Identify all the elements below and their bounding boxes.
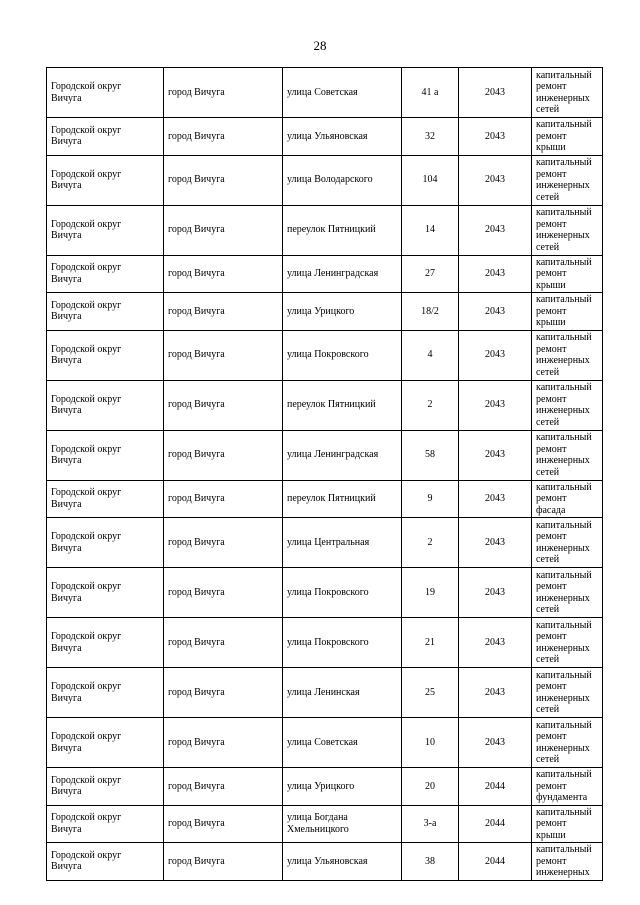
- cell-house-number: [402, 843, 459, 881]
- cell-year: [459, 155, 532, 205]
- cell-street: [283, 380, 402, 430]
- cell-okrug-text: Городской округ Вичуга: [51, 581, 122, 604]
- cell-work-type: [532, 255, 603, 293]
- cell-year: [459, 380, 532, 430]
- cell-work-type: [532, 380, 603, 430]
- cell-street: [283, 480, 402, 518]
- cell-city: [164, 68, 283, 118]
- cell-house-number: [402, 518, 459, 568]
- cell-house-number-text: 2: [427, 399, 433, 411]
- cell-okrug-text: Городской округ Вичуга: [51, 774, 122, 798]
- cell-work-type: [532, 430, 603, 480]
- cell-year: [459, 330, 532, 380]
- cell-street-text: улица Покровского: [287, 636, 369, 648]
- cell-okrug-text: Городской округ Вичуга: [51, 681, 122, 704]
- cell-work-type: [532, 480, 603, 518]
- table-row: [47, 255, 603, 293]
- cell-okrug: [47, 568, 164, 618]
- cell-house-number: [402, 430, 459, 480]
- cell-house-number: [402, 380, 459, 430]
- cell-okrug: [47, 68, 164, 118]
- cell-work-type-text: капитальный ремонт инженерных сетей: [536, 157, 592, 203]
- cell-city: [164, 205, 283, 255]
- cell-okrug: [47, 205, 164, 255]
- cell-street-text: улица Урицкого: [287, 305, 355, 317]
- cell-house-number: [402, 205, 459, 255]
- cell-house-number: [402, 155, 459, 205]
- cell-work-type: [532, 805, 603, 843]
- cell-street: [283, 668, 402, 718]
- cell-street-text: улица Советская: [287, 86, 358, 98]
- cell-city-text: город Вичуга: [168, 449, 225, 461]
- cell-okrug-text: Городской округ Вичуга: [51, 218, 122, 241]
- table-row: [47, 518, 603, 568]
- cell-house-number-text: 4: [427, 349, 433, 361]
- cell-work-type-text: капитальный ремонт инженерных: [536, 844, 592, 878]
- cell-work-type: [532, 330, 603, 380]
- cell-house-number: [402, 618, 459, 668]
- cell-city: [164, 480, 283, 518]
- cell-work-type: [532, 518, 603, 568]
- cell-work-type: [532, 668, 603, 718]
- cell-work-type-text: капитальный ремонт инженерных сетей: [536, 669, 592, 715]
- cell-city-text: город Вичуга: [168, 493, 225, 504]
- cell-work-type: [532, 205, 603, 255]
- cell-street: [283, 805, 402, 843]
- cell-year-text: 2043: [485, 399, 505, 411]
- cell-house-number: [402, 480, 459, 518]
- cell-city: [164, 618, 283, 668]
- cell-work-type: [532, 568, 603, 618]
- cell-city-text: город Вичуга: [168, 780, 225, 792]
- cell-city: [164, 668, 283, 718]
- cell-city-text: город Вичуга: [168, 536, 225, 548]
- cell-work-type: [532, 293, 603, 331]
- cell-okrug-text: Городской округ Вичуга: [51, 343, 122, 366]
- cell-okrug: [47, 430, 164, 480]
- cell-house-number-text: 2: [427, 536, 433, 548]
- cell-year: [459, 805, 532, 843]
- cell-year: [459, 480, 532, 518]
- cell-work-type-text: капитальный ремонт инженерных сетей: [536, 207, 592, 253]
- cell-okrug: [47, 380, 164, 430]
- cell-street: [283, 768, 402, 806]
- cell-year-text: 2044: [485, 818, 505, 829]
- cell-house-number-text: 32: [425, 130, 435, 142]
- cell-okrug: [47, 718, 164, 768]
- table-row: [47, 430, 603, 480]
- cell-city: [164, 255, 283, 293]
- table-row: [47, 568, 603, 618]
- cell-work-type-text: капитальный ремонт инженерных сетей: [536, 719, 592, 765]
- table-row: [47, 668, 603, 718]
- cell-work-type-text: капитальный ремонт крыши: [536, 256, 592, 291]
- cell-house-number: [402, 68, 459, 118]
- cell-street-text: переулок Пятницкий: [287, 224, 376, 236]
- table-row: [47, 68, 603, 118]
- cell-city-text: город Вичуга: [168, 349, 225, 361]
- cell-house-number-text: 20: [425, 780, 435, 792]
- cell-city-text: город Вичуга: [168, 305, 225, 317]
- repair-schedule-table: [46, 67, 603, 881]
- cell-house-number-text: 9: [427, 493, 433, 504]
- cell-street-text: улица Урицкого: [287, 780, 355, 792]
- cell-year: [459, 205, 532, 255]
- cell-city: [164, 293, 283, 331]
- table-row: [47, 293, 603, 331]
- cell-okrug: [47, 330, 164, 380]
- cell-street-text: улица Ленинградская: [287, 449, 379, 461]
- cell-street-text: улица Ленинская: [287, 686, 360, 698]
- cell-year-text: 2043: [485, 586, 505, 598]
- cell-city: [164, 805, 283, 843]
- cell-house-number: [402, 568, 459, 618]
- cell-year: [459, 430, 532, 480]
- cell-year: [459, 618, 532, 668]
- cell-city-text: город Вичуга: [168, 268, 225, 279]
- cell-okrug-text: Городской округ Вичуга: [51, 731, 122, 754]
- cell-work-type-text: капитальный ремонт инженерных сетей: [536, 432, 592, 478]
- cell-okrug: [47, 768, 164, 806]
- cell-house-number: [402, 805, 459, 843]
- cell-work-type-text: капитальный ремонт крыши: [536, 294, 592, 328]
- cell-house-number-text: 3-а: [423, 818, 437, 829]
- cell-year: [459, 518, 532, 568]
- cell-city-text: город Вичуга: [168, 224, 225, 236]
- cell-street-text: переулок Пятницкий: [287, 493, 376, 504]
- cell-work-type-text: капитальный ремонт инженерных сетей: [536, 332, 592, 378]
- cell-okrug-text: Городской округ Вичуга: [51, 124, 122, 148]
- cell-work-type: [532, 118, 603, 156]
- cell-city: [164, 843, 283, 881]
- cell-work-type: [532, 718, 603, 768]
- table-row: [47, 768, 603, 806]
- cell-house-number: [402, 118, 459, 156]
- cell-city-text: город Вичуга: [168, 174, 225, 186]
- cell-street: [283, 430, 402, 480]
- cell-city: [164, 430, 283, 480]
- table-row: [47, 380, 603, 430]
- cell-work-type-text: капитальный ремонт инженерных сетей: [536, 569, 592, 615]
- cell-work-type-text: капитальный ремонт инженерных сетей: [536, 69, 592, 115]
- cell-house-number-text: 41 а: [421, 86, 439, 98]
- cell-year-text: 2043: [485, 686, 505, 698]
- cell-city: [164, 768, 283, 806]
- cell-work-type-text: капитальный ремонт фундамента: [536, 769, 592, 803]
- cell-street: [283, 618, 402, 668]
- cell-year-text: 2043: [485, 349, 505, 361]
- cell-work-type: [532, 155, 603, 205]
- cell-street: [283, 293, 402, 331]
- cell-okrug-text: Городской округ Вичуга: [51, 849, 122, 873]
- cell-okrug: [47, 293, 164, 331]
- cell-house-number-text: 18/2: [421, 305, 439, 317]
- cell-city-text: город Вичуга: [168, 686, 225, 698]
- cell-okrug-text: Городской округ Вичуга: [51, 487, 122, 510]
- cell-okrug-text: Городской округ Вичуга: [51, 168, 122, 191]
- cell-year-text: 2043: [485, 268, 505, 279]
- cell-street: [283, 155, 402, 205]
- cell-street: [283, 255, 402, 293]
- cell-street-text: улица Ленинградская: [287, 268, 379, 279]
- cell-city-text: город Вичуга: [168, 636, 225, 648]
- cell-okrug-text: Городской округ Вичуга: [51, 299, 122, 323]
- cell-year: [459, 255, 532, 293]
- table-row: [47, 330, 603, 380]
- cell-year: [459, 568, 532, 618]
- cell-year-text: 2043: [485, 130, 505, 142]
- cell-house-number-text: 21: [425, 636, 435, 648]
- cell-year-text: 2043: [485, 736, 505, 748]
- cell-okrug: [47, 843, 164, 881]
- cell-work-type: [532, 618, 603, 668]
- cell-city-text: город Вичуга: [168, 736, 225, 748]
- cell-street: [283, 718, 402, 768]
- cell-year-text: 2043: [485, 536, 505, 548]
- cell-okrug: [47, 155, 164, 205]
- table-row: [47, 480, 603, 518]
- cell-okrug-text: Городской округ Вичуга: [51, 81, 122, 104]
- table-row: [47, 843, 603, 881]
- cell-city-text: город Вичуга: [168, 86, 225, 98]
- cell-okrug: [47, 480, 164, 518]
- cell-city: [164, 380, 283, 430]
- cell-city-text: город Вичуга: [168, 586, 225, 598]
- cell-okrug: [47, 618, 164, 668]
- cell-city-text: город Вичуга: [168, 399, 225, 411]
- cell-year: [459, 668, 532, 718]
- cell-okrug: [47, 255, 164, 293]
- cell-house-number-text: 38: [425, 855, 435, 867]
- cell-street-text: переулок Пятницкий: [287, 399, 376, 411]
- cell-city: [164, 568, 283, 618]
- cell-city: [164, 518, 283, 568]
- cell-house-number-text: 58: [425, 449, 435, 461]
- cell-okrug-text: Городской округ Вичуга: [51, 443, 122, 466]
- cell-house-number-text: 104: [422, 174, 438, 186]
- cell-street-text: улица Покровского: [287, 586, 369, 598]
- cell-street: [283, 118, 402, 156]
- table-row: [47, 155, 603, 205]
- cell-okrug-text: Городской округ Вичуга: [51, 393, 122, 416]
- cell-year-text: 2043: [485, 224, 505, 236]
- cell-work-type-text: капитальный ремонт крыши: [536, 119, 592, 153]
- cell-work-type-text: капитальный ремонт крыши: [536, 806, 592, 841]
- cell-year: [459, 718, 532, 768]
- cell-year-text: 2044: [485, 855, 505, 867]
- cell-work-type-text: капитальный ремонт инженерных сетей: [536, 382, 592, 428]
- cell-year: [459, 768, 532, 806]
- cell-city-text: город Вичуга: [168, 855, 225, 867]
- cell-okrug-text: Городской округ Вичуга: [51, 631, 122, 654]
- cell-work-type: [532, 843, 603, 881]
- cell-work-type-text: капитальный ремонт инженерных сетей: [536, 619, 592, 665]
- cell-street: [283, 518, 402, 568]
- cell-street-text: улица Покровского: [287, 349, 369, 361]
- cell-street-text: улица Ульяновская: [287, 855, 368, 867]
- cell-year-text: 2043: [485, 305, 505, 317]
- cell-okrug: [47, 518, 164, 568]
- cell-street: [283, 843, 402, 881]
- cell-year-text: 2043: [485, 636, 505, 648]
- cell-house-number-text: 19: [425, 586, 435, 598]
- table-row: [47, 205, 603, 255]
- cell-house-number: [402, 768, 459, 806]
- cell-city: [164, 718, 283, 768]
- cell-house-number-text: 27: [425, 268, 435, 279]
- cell-year: [459, 68, 532, 118]
- cell-okrug: [47, 118, 164, 156]
- cell-work-type: [532, 68, 603, 118]
- cell-okrug-text: Городской округ Вичуга: [51, 531, 122, 554]
- cell-street: [283, 205, 402, 255]
- cell-okrug-text: Городской округ Вичуга: [51, 262, 122, 285]
- cell-year: [459, 843, 532, 881]
- cell-street-text: улица Володарского: [287, 174, 373, 186]
- cell-year: [459, 293, 532, 331]
- cell-street: [283, 330, 402, 380]
- cell-work-type-text: капитальный ремонт фасада: [536, 481, 592, 516]
- table-row: [47, 618, 603, 668]
- cell-house-number: [402, 668, 459, 718]
- cell-okrug: [47, 668, 164, 718]
- table-row: [47, 118, 603, 156]
- cell-city: [164, 155, 283, 205]
- cell-year-text: 2043: [485, 86, 505, 98]
- cell-street: [283, 68, 402, 118]
- cell-okrug-text: Городской округ Вичуга: [51, 812, 122, 835]
- cell-house-number: [402, 293, 459, 331]
- table-row: [47, 718, 603, 768]
- table-body: [47, 68, 603, 881]
- cell-street-text: улица Центральная: [287, 536, 370, 548]
- cell-house-number: [402, 718, 459, 768]
- cell-year-text: 2044: [485, 780, 505, 792]
- cell-house-number-text: 14: [425, 224, 435, 236]
- table-row: [47, 805, 603, 843]
- cell-year-text: 2043: [485, 493, 505, 504]
- cell-city-text: город Вичуга: [168, 818, 225, 829]
- cell-house-number-text: 10: [425, 736, 435, 748]
- cell-city: [164, 330, 283, 380]
- cell-house-number-text: 25: [425, 686, 435, 698]
- cell-work-type: [532, 768, 603, 806]
- cell-street-text: улица Богдана Хмельницкого: [287, 812, 349, 835]
- cell-year-text: 2043: [485, 174, 505, 186]
- cell-street-text: улица Ульяновская: [287, 130, 368, 142]
- cell-year-text: 2043: [485, 449, 505, 461]
- cell-street: [283, 568, 402, 618]
- cell-work-type-text: капитальный ремонт инженерных сетей: [536, 519, 592, 565]
- cell-house-number: [402, 330, 459, 380]
- cell-city-text: город Вичуга: [168, 130, 225, 142]
- cell-okrug: [47, 805, 164, 843]
- cell-house-number: [402, 255, 459, 293]
- cell-street-text: улица Советская: [287, 736, 358, 748]
- cell-year: [459, 118, 532, 156]
- cell-city: [164, 118, 283, 156]
- page-number: 28: [313, 38, 327, 53]
